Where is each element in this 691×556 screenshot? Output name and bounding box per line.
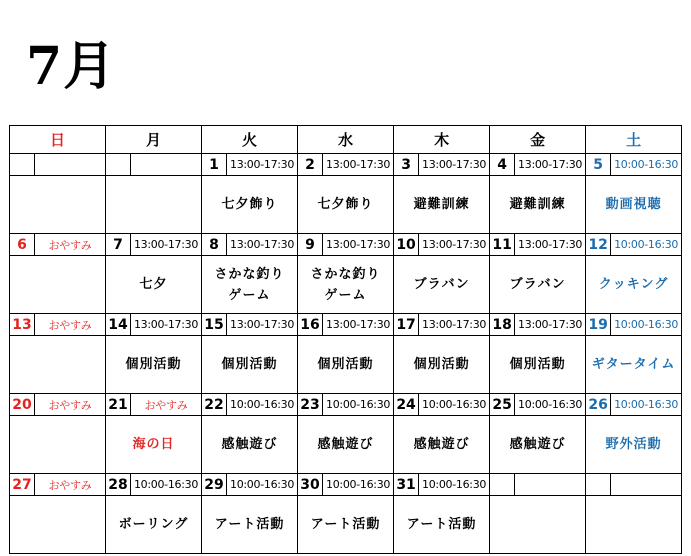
hours-label: 10:00-16:30 [131, 474, 202, 496]
activity-cell: ブラバン [394, 256, 490, 314]
hours-label: 10:00-16:30 [323, 394, 394, 416]
activity-row [10, 496, 682, 554]
closed-label: おやすみ [35, 394, 106, 416]
day-number: 22 [202, 394, 227, 416]
activity-cell [106, 176, 202, 234]
activity-cell: アート活動 [394, 496, 490, 554]
activity-cell: 個別活動 [202, 336, 298, 394]
calendar-table [9, 125, 682, 554]
hours-label: 13:00-17:30 [515, 234, 586, 256]
day-number: 26 [586, 394, 611, 416]
hours-label: 10:00-16:30 [227, 474, 298, 496]
closed-label: おやすみ [131, 394, 202, 416]
day-number [10, 154, 35, 176]
day-number: 12 [586, 234, 611, 256]
day-number [490, 474, 515, 496]
closed-label: おやすみ [35, 314, 106, 336]
activity-cell: 個別活動 [106, 336, 202, 394]
day-number: 20 [10, 394, 35, 416]
activity-cell: 避難訓練 [394, 176, 490, 234]
weekday-header-thu: 木 [394, 126, 490, 154]
hours-label: 10:00-16:30 [611, 154, 682, 176]
hours-label: 13:00-17:30 [131, 314, 202, 336]
hours-label: 13:00-17:30 [227, 154, 298, 176]
day-number: 2 [298, 154, 323, 176]
day-number: 7 [106, 234, 131, 256]
hours-label: 13:00-17:30 [515, 154, 586, 176]
activity-cell [586, 496, 682, 554]
day-number: 8 [202, 234, 227, 256]
day-number: 19 [586, 314, 611, 336]
activity-cell: アート活動 [298, 496, 394, 554]
activity-cell: 個別活動 [298, 336, 394, 394]
activity-cell: 個別活動 [490, 336, 586, 394]
day-number: 18 [490, 314, 515, 336]
day-number: 30 [298, 474, 323, 496]
hours-label [131, 154, 202, 176]
activity-row [10, 416, 682, 474]
day-number: 25 [490, 394, 515, 416]
activity-cell [10, 176, 106, 234]
hours-label: 13:00-17:30 [419, 314, 490, 336]
day-number: 1 [202, 154, 227, 176]
activity-cell: さかな釣り ゲーム [298, 256, 394, 314]
hours-label [611, 474, 682, 496]
closed-label: おやすみ [35, 234, 106, 256]
hours-label: 10:00-16:30 [323, 474, 394, 496]
day-number: 24 [394, 394, 419, 416]
hours-label: 10:00-16:30 [227, 394, 298, 416]
hours-label: 13:00-17:30 [419, 234, 490, 256]
day-number: 3 [394, 154, 419, 176]
activity-cell [490, 496, 586, 554]
activity-cell: ブラバン [490, 256, 586, 314]
day-number [106, 154, 131, 176]
activity-cell: 野外活動 [586, 416, 682, 474]
hours-label: 13:00-17:30 [227, 234, 298, 256]
activity-cell: ボーリング [106, 496, 202, 554]
activity-cell: ギタータイム [586, 336, 682, 394]
weekday-header-sat: 土 [586, 126, 682, 154]
activity-row [10, 176, 682, 234]
weekday-header-row [10, 126, 682, 154]
month-title: 7月 [26, 36, 117, 97]
hours-label [35, 154, 106, 176]
hours-label: 13:00-17:30 [515, 314, 586, 336]
hours-label [515, 474, 586, 496]
day-number: 9 [298, 234, 323, 256]
date-row [10, 234, 682, 256]
activity-cell: 感触遊び [490, 416, 586, 474]
hours-label: 13:00-17:30 [323, 154, 394, 176]
hours-label: 10:00-16:30 [515, 394, 586, 416]
day-number: 21 [106, 394, 131, 416]
hours-label: 10:00-16:30 [611, 314, 682, 336]
activity-cell [10, 256, 106, 314]
activity-cell [10, 336, 106, 394]
day-number: 11 [490, 234, 515, 256]
activity-cell: 七夕飾り [202, 176, 298, 234]
day-number: 10 [394, 234, 419, 256]
day-number: 4 [490, 154, 515, 176]
day-number: 17 [394, 314, 419, 336]
hours-label: 10:00-16:30 [611, 394, 682, 416]
day-number [586, 474, 611, 496]
weekday-header-tue: 火 [202, 126, 298, 154]
day-number: 23 [298, 394, 323, 416]
activity-row [10, 336, 682, 394]
date-row [10, 314, 682, 336]
activity-cell: 感触遊び [394, 416, 490, 474]
activity-cell: 七夕 [106, 256, 202, 314]
hours-label: 13:00-17:30 [323, 314, 394, 336]
activity-cell: 感触遊び [202, 416, 298, 474]
day-number: 27 [10, 474, 35, 496]
date-row [10, 394, 682, 416]
activity-cell: 避難訓練 [490, 176, 586, 234]
hours-label: 13:00-17:30 [227, 314, 298, 336]
weekday-header-fri: 金 [490, 126, 586, 154]
activity-row [10, 256, 682, 314]
day-number: 14 [106, 314, 131, 336]
activity-cell: 動画視聴 [586, 176, 682, 234]
hours-label: 13:00-17:30 [419, 154, 490, 176]
closed-label: おやすみ [35, 474, 106, 496]
day-number: 15 [202, 314, 227, 336]
date-row [10, 154, 682, 176]
activity-cell: アート活動 [202, 496, 298, 554]
day-number: 13 [10, 314, 35, 336]
day-number: 5 [586, 154, 611, 176]
day-number: 29 [202, 474, 227, 496]
hours-label: 10:00-16:30 [419, 394, 490, 416]
activity-cell: さかな釣り ゲーム [202, 256, 298, 314]
day-number: 28 [106, 474, 131, 496]
date-row [10, 474, 682, 496]
activity-cell: 七夕飾り [298, 176, 394, 234]
weekday-header-mon: 月 [106, 126, 202, 154]
activity-cell [10, 416, 106, 474]
day-number: 16 [298, 314, 323, 336]
weekday-header-wed: 水 [298, 126, 394, 154]
hours-label: 10:00-16:30 [611, 234, 682, 256]
activity-cell: 感触遊び [298, 416, 394, 474]
hours-label: 13:00-17:30 [323, 234, 394, 256]
activity-cell: 海の日 [106, 416, 202, 474]
activity-cell: 個別活動 [394, 336, 490, 394]
hours-label: 13:00-17:30 [131, 234, 202, 256]
activity-cell [10, 496, 106, 554]
day-number: 6 [10, 234, 35, 256]
hours-label: 10:00-16:30 [419, 474, 490, 496]
activity-cell: クッキング [586, 256, 682, 314]
day-number: 31 [394, 474, 419, 496]
weekday-header-sun: 日 [10, 126, 106, 154]
